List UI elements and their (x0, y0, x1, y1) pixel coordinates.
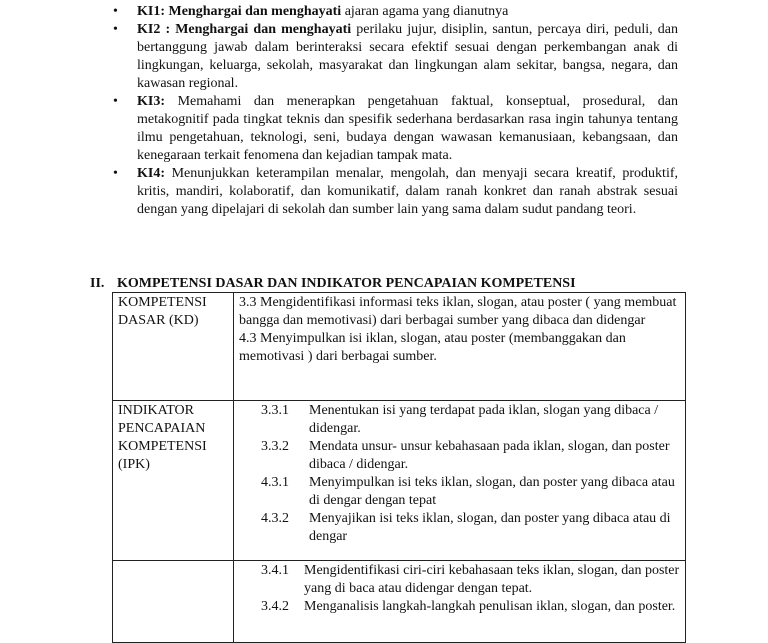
section-heading (90, 275, 576, 293)
ipk-number: 3.3.2 (261, 439, 289, 454)
ki3-heading: KI3: (137, 94, 165, 109)
ipk-text: Menyajikan isi teks iklan, slogan, dan poster yang dibaca atau di dengar (309, 511, 671, 544)
bullet-icon: • (113, 94, 118, 109)
ipk-item (239, 402, 680, 438)
competency-table (112, 292, 686, 643)
ipk-label-line: KOMPETENSI (118, 439, 207, 454)
ki1-text: ajaran agama yang dianutnya (341, 4, 509, 19)
ipk-label-line: (IPK) (118, 457, 150, 472)
core-competency-list (113, 3, 678, 219)
kd-content-cell (234, 293, 686, 401)
kd-item: 3.3 Mengidentifikasi informasi teks iklan, slogan, atau poster ( yang membuat bangga dan memotivasi) dari berbagai sumber yang dibaca dan didengar (239, 295, 677, 328)
ipk-item (239, 474, 680, 510)
ki4-text: Menunjukkan keterampilan menalar, mengolah, dan menyaji secara kreatif, produktif, kritis, mandiri, kolaboratif, dan komunikatif, dalam ranah konkret dan ranah abstrak sesuai dengan yang dipelajari di sekolah dan sumber lain yang sama dalam sudut pandang teori. (137, 166, 678, 217)
ipk-text: Menganalisis langkah-langkah penulisan iklan, slogan, dan poster. (304, 599, 676, 614)
ipk-content-cell (234, 401, 686, 561)
ipk-number: 3.4.2 (261, 599, 289, 614)
ipk-item (239, 438, 680, 474)
kd-label-line: KOMPETENSI (118, 295, 207, 310)
table-row (113, 561, 686, 643)
ki4-heading: KI4: (137, 166, 165, 181)
ipk-label-line: PENCAPAIAN (118, 421, 206, 436)
ki1-item (113, 3, 678, 21)
ki2-text: perilaku jujur, disiplin, santun, percaya diri, peduli, dan bertanggung jawab dalam berinteraksi secara efektif sesuai dengan perkembangan anak di lingkungan, keluarga, sekolah, masyarakat dan lingkungan alam sekitar, bangsa, negara, dan kawasan regional. (137, 22, 678, 91)
ipk-number: 3.4.1 (261, 563, 289, 578)
ipk-label-cell (113, 401, 234, 561)
ipk-item (239, 510, 680, 546)
ipk-text: Menyimpulkan isi teks iklan, slogan, dan poster yang dibaca atau di dengar dengan tepat (309, 475, 675, 508)
bullet-icon: • (113, 4, 118, 19)
table-row (113, 293, 686, 401)
ki4-item (113, 165, 678, 219)
ipk-label-line: INDIKATOR (118, 403, 194, 418)
ipk-content-cell (234, 561, 686, 643)
ki3-item (113, 93, 678, 165)
bullet-icon: • (113, 22, 118, 37)
empty-label-cell (113, 561, 234, 643)
ipk-number: 3.3.1 (261, 403, 289, 418)
kd-label-cell (113, 293, 234, 401)
kd-label-line: DASAR (KD) (118, 313, 199, 328)
bullet-icon: • (113, 166, 118, 181)
section-number: II. (90, 276, 105, 291)
ki2-heading: KI2 : Menghargai dan menghayati (137, 22, 352, 37)
table-row (113, 401, 686, 561)
ipk-item (239, 562, 680, 598)
ipk-item (239, 598, 680, 616)
ipk-number: 4.3.1 (261, 475, 289, 490)
section-title: KOMPETENSI DASAR DAN INDIKATOR PENCAPAIAN KOMPETENSI (117, 276, 576, 291)
ipk-text: Mengidentifikasi ciri-ciri kebahasaan teks iklan, slogan, dan poster yang di baca atau didengar dengan tepat. (304, 563, 680, 596)
ipk-text: Menentukan isi yang terdapat pada iklan, slogan yang dibaca / didengar. (309, 403, 659, 436)
ki3-text: Memahami dan menerapkan pengetahuan faktual, konseptual, prosedural, dan metakognitif pada tingkat teknis dan spesifik sederhana berdasarkan rasa ingin tahunya tentang ilmu pengetahuan, teknologi, seni, budaya dengan wawasan kemanusiaan, kebangsaan, dan kenegaraan terkait fenomena dan kejadian tampak mata. (137, 94, 678, 163)
ipk-text: Mendata unsur- unsur kebahasaan pada iklan, slogan, dan poster dibaca / didengar. (309, 439, 670, 472)
ki1-heading: KI1: Menghargai dan menghayati (137, 4, 342, 19)
ipk-number: 4.3.2 (261, 511, 289, 526)
ki2-item (113, 21, 678, 93)
kd-item: 4.3 Menyimpulkan isi iklan, slogan, atau poster (membanggakan dan memotivasi ) dari berbagai sumber. (239, 331, 626, 364)
